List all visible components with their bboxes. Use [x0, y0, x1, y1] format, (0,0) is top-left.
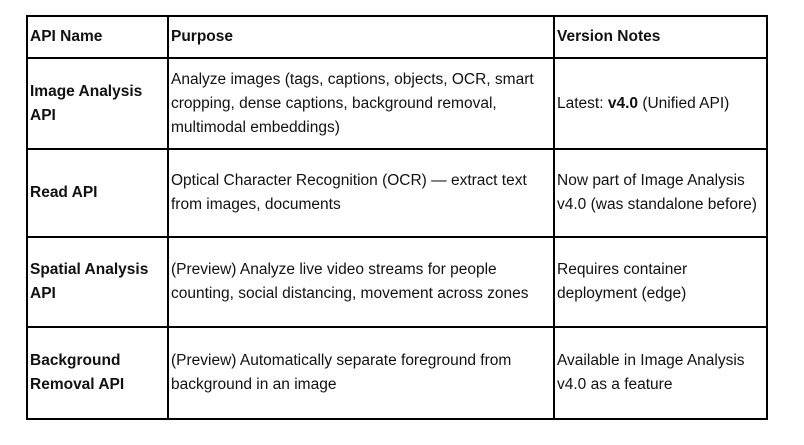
- version-number: v4.0: [607, 94, 639, 112]
- api-comparison-table: [26, 15, 768, 420]
- table-row: [27, 149, 767, 237]
- table-body: [27, 58, 767, 419]
- purpose-cell: (Preview) Automatically separate foreground from background in an image: [168, 327, 554, 419]
- version-notes-suffix: (Unified API): [638, 94, 730, 112]
- header-row: [27, 16, 767, 58]
- table-row: [27, 58, 767, 149]
- header-purpose: Purpose: [168, 16, 554, 58]
- api-name-cell: Read API: [27, 149, 168, 237]
- header-version-notes: Version Notes: [554, 16, 767, 58]
- version-notes-cell: [554, 58, 767, 149]
- version-notes-prefix: Latest:: [557, 94, 608, 112]
- table-row: [27, 327, 767, 419]
- api-name-cell: Background Removal API: [27, 327, 168, 419]
- purpose-cell: Analyze images (tags, captions, objects, OCR, smart cropping, dense captions, background removal, multimodal embeddings): [168, 58, 554, 149]
- api-name-cell: Image Analysis API: [27, 58, 168, 149]
- version-notes-cell: Now part of Image Analysis v4.0 (was standalone before): [554, 149, 767, 237]
- version-notes-cell: Available in Image Analysis v4.0 as a feature: [554, 327, 767, 419]
- purpose-cell: (Preview) Analyze live video streams for people counting, social distancing, movement across zones: [168, 237, 554, 327]
- purpose-cell: Optical Character Recognition (OCR) — extract text from images, documents: [168, 149, 554, 237]
- table-header: [27, 16, 767, 58]
- header-api-name: API Name: [27, 16, 168, 58]
- version-notes-cell: Requires container deployment (edge): [554, 237, 767, 327]
- api-name-cell: Spatial Analysis API: [27, 237, 168, 327]
- table-row: [27, 237, 767, 327]
